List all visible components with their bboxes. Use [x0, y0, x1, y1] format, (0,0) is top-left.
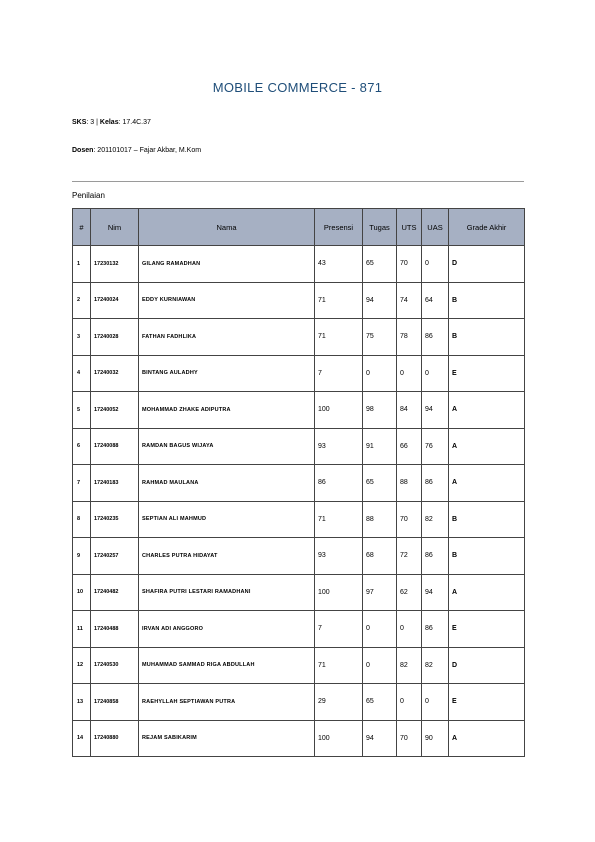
cell-nama: MOHAMMAD ZHAKE ADIPUTRA	[139, 392, 315, 429]
cell-uas: 86	[422, 319, 449, 356]
cell-uas: 90	[422, 720, 449, 757]
cell-index: 10	[73, 574, 91, 611]
cell-nama: IRVAN ADI ANGGORO	[139, 611, 315, 648]
kelas-value: : 17.4C.37	[118, 119, 151, 126]
table-row	[73, 647, 525, 684]
cell-nama: RAHMAD MAULANA	[139, 465, 315, 502]
cell-nim: 17240880	[91, 720, 139, 757]
cell-uas: 76	[422, 428, 449, 465]
table-row	[73, 684, 525, 721]
cell-presensi: 100	[315, 392, 363, 429]
header-uts: UTS	[397, 209, 422, 246]
cell-tugas: 75	[363, 319, 397, 356]
cell-grade: D	[449, 246, 525, 283]
cell-nama: BINTANG AULADHY	[139, 355, 315, 392]
lecturer-info	[72, 147, 201, 154]
cell-uas: 82	[422, 501, 449, 538]
cell-nim: 17240530	[91, 647, 139, 684]
table-row	[73, 355, 525, 392]
cell-grade: E	[449, 355, 525, 392]
cell-presensi: 71	[315, 647, 363, 684]
cell-tugas: 94	[363, 282, 397, 319]
cell-grade: B	[449, 501, 525, 538]
cell-nim: 17230132	[91, 246, 139, 283]
cell-nim: 17240032	[91, 355, 139, 392]
cell-presensi: 86	[315, 465, 363, 502]
header-nim: Nim	[91, 209, 139, 246]
cell-presensi: 71	[315, 501, 363, 538]
cell-nama: RAEHYLLAH SEPTIAWAN PUTRA	[139, 684, 315, 721]
cell-grade: E	[449, 684, 525, 721]
cell-presensi: 71	[315, 319, 363, 356]
cell-grade: B	[449, 282, 525, 319]
cell-presensi: 93	[315, 538, 363, 575]
table-body	[73, 246, 525, 757]
cell-tugas: 65	[363, 465, 397, 502]
cell-uas: 0	[422, 684, 449, 721]
cell-index: 7	[73, 465, 91, 502]
cell-nama: FATHAN FADHLIKA	[139, 319, 315, 356]
cell-index: 12	[73, 647, 91, 684]
table-row	[73, 428, 525, 465]
cell-presensi: 100	[315, 574, 363, 611]
cell-uts: 84	[397, 392, 422, 429]
cell-grade: A	[449, 428, 525, 465]
cell-tugas: 65	[363, 246, 397, 283]
cell-index: 8	[73, 501, 91, 538]
cell-uas: 86	[422, 538, 449, 575]
cell-uas: 94	[422, 392, 449, 429]
cell-grade: A	[449, 465, 525, 502]
cell-uas: 0	[422, 246, 449, 283]
cell-uas: 0	[422, 355, 449, 392]
cell-index: 1	[73, 246, 91, 283]
cell-presensi: 7	[315, 355, 363, 392]
cell-grade: A	[449, 574, 525, 611]
table-row	[73, 465, 525, 502]
cell-nama: MUHAMMAD SAMMAD RIGA ABDULLAH	[139, 647, 315, 684]
cell-nim: 17240183	[91, 465, 139, 502]
cell-tugas: 94	[363, 720, 397, 757]
cell-tugas: 88	[363, 501, 397, 538]
cell-presensi: 93	[315, 428, 363, 465]
cell-uts: 74	[397, 282, 422, 319]
header-nama: Nama	[139, 209, 315, 246]
cell-index: 3	[73, 319, 91, 356]
cell-uts: 72	[397, 538, 422, 575]
cell-presensi: 71	[315, 282, 363, 319]
cell-grade: B	[449, 319, 525, 356]
dosen-value: : 201101017 – Fajar Akbar, M.Kom	[93, 147, 202, 154]
cell-tugas: 0	[363, 355, 397, 392]
cell-tugas: 98	[363, 392, 397, 429]
table-header-row	[73, 209, 525, 246]
cell-tugas: 68	[363, 538, 397, 575]
table-row	[73, 282, 525, 319]
table-row	[73, 574, 525, 611]
cell-uts: 62	[397, 574, 422, 611]
cell-uas: 86	[422, 465, 449, 502]
cell-nim: 17240235	[91, 501, 139, 538]
cell-uts: 0	[397, 355, 422, 392]
sks-value: : 3 |	[86, 119, 100, 126]
cell-nama: RAMDAN BAGUS WIJAYA	[139, 428, 315, 465]
cell-nama: EDDY KURNIAWAN	[139, 282, 315, 319]
cell-tugas: 91	[363, 428, 397, 465]
grades-table	[72, 208, 525, 757]
cell-uts: 70	[397, 501, 422, 538]
cell-grade: B	[449, 538, 525, 575]
table-row	[73, 720, 525, 757]
cell-uts: 70	[397, 246, 422, 283]
cell-grade: D	[449, 647, 525, 684]
cell-index: 5	[73, 392, 91, 429]
cell-nama: SEPTIAN ALI MAHMUD	[139, 501, 315, 538]
cell-tugas: 0	[363, 647, 397, 684]
header-grade-akhir: Grade Akhir	[449, 209, 525, 246]
table-row	[73, 611, 525, 648]
cell-uas: 86	[422, 611, 449, 648]
cell-nama: CHARLES PUTRA HIDAYAT	[139, 538, 315, 575]
cell-index: 6	[73, 428, 91, 465]
table-row	[73, 538, 525, 575]
cell-uas: 64	[422, 282, 449, 319]
cell-uas: 94	[422, 574, 449, 611]
cell-nim: 17240482	[91, 574, 139, 611]
cell-uts: 70	[397, 720, 422, 757]
cell-grade: E	[449, 611, 525, 648]
table-row	[73, 319, 525, 356]
cell-nim: 17240088	[91, 428, 139, 465]
cell-nim: 17240858	[91, 684, 139, 721]
header-presensi: Presensi	[315, 209, 363, 246]
table-row	[73, 246, 525, 283]
cell-nim: 17240257	[91, 538, 139, 575]
cell-presensi: 7	[315, 611, 363, 648]
cell-index: 13	[73, 684, 91, 721]
table-row	[73, 392, 525, 429]
cell-tugas: 0	[363, 611, 397, 648]
cell-nim: 17240028	[91, 319, 139, 356]
header-uas: UAS	[422, 209, 449, 246]
cell-nama: GILANG RAMADHAN	[139, 246, 315, 283]
cell-index: 4	[73, 355, 91, 392]
cell-uts: 0	[397, 611, 422, 648]
cell-nama: REJAM SABIKARIM	[139, 720, 315, 757]
course-info	[72, 119, 151, 126]
cell-nim: 17240052	[91, 392, 139, 429]
cell-index: 14	[73, 720, 91, 757]
kelas-label: Kelas	[99, 119, 119, 126]
cell-nim: 17240488	[91, 611, 139, 648]
cell-index: 11	[73, 611, 91, 648]
section-title: Penilaian	[72, 191, 105, 200]
cell-grade: A	[449, 392, 525, 429]
cell-uts: 88	[397, 465, 422, 502]
cell-presensi: 100	[315, 720, 363, 757]
cell-uts: 66	[397, 428, 422, 465]
cell-tugas: 65	[363, 684, 397, 721]
divider	[72, 181, 524, 182]
table-row	[73, 501, 525, 538]
header-tugas: Tugas	[363, 209, 397, 246]
cell-index: 9	[73, 538, 91, 575]
cell-presensi: 43	[315, 246, 363, 283]
page-title: MOBILE COMMERCE - 871	[212, 80, 383, 95]
cell-tugas: 97	[363, 574, 397, 611]
cell-uts: 82	[397, 647, 422, 684]
cell-uts: 78	[397, 319, 422, 356]
cell-nim: 17240024	[91, 282, 139, 319]
cell-uas: 82	[422, 647, 449, 684]
cell-presensi: 29	[315, 684, 363, 721]
cell-nama: SHAFIRA PUTRI LESTARI RAMADHANI	[139, 574, 315, 611]
cell-uts: 0	[397, 684, 422, 721]
header-index: #	[73, 209, 91, 246]
cell-grade: A	[449, 720, 525, 757]
dosen-label: Dosen	[72, 147, 94, 154]
cell-index: 2	[73, 282, 91, 319]
sks-label: SKS	[72, 119, 87, 126]
